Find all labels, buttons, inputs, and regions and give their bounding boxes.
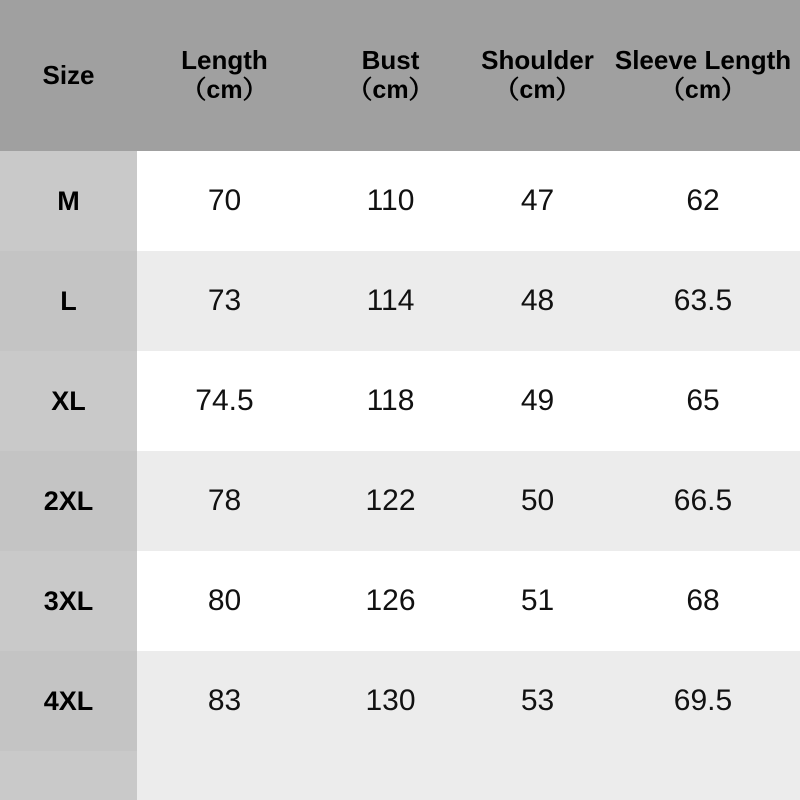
- column-header-bust-unit: （cm）: [347, 76, 434, 105]
- cell-bust: 130: [312, 651, 469, 751]
- column-header-length-label: Length: [181, 45, 268, 76]
- column-header-bust-label: Bust: [361, 45, 420, 76]
- cell-sleeve: 62: [606, 151, 800, 251]
- table-row: [0, 651, 800, 751]
- cell-sleeve: 68: [606, 551, 800, 651]
- table-bottom-size-column: [0, 751, 137, 800]
- column-header-shoulder: [469, 0, 606, 151]
- cell-length: 73: [137, 251, 312, 351]
- cell-bust: 118: [312, 351, 469, 451]
- table-bottom-data-columns: [137, 751, 800, 800]
- cell-bust: 110: [312, 151, 469, 251]
- table-bottom-strip: [0, 751, 800, 800]
- table-body: [0, 151, 800, 751]
- cell-size: 4XL: [0, 651, 137, 751]
- column-header-length-unit: （cm）: [181, 76, 268, 105]
- cell-size: L: [0, 251, 137, 351]
- table-row: [0, 351, 800, 451]
- cell-bust: 122: [312, 451, 469, 551]
- table-row: [0, 151, 800, 251]
- cell-shoulder: 47: [469, 151, 606, 251]
- cell-size: M: [0, 151, 137, 251]
- cell-shoulder: 51: [469, 551, 606, 651]
- cell-sleeve: 66.5: [606, 451, 800, 551]
- column-header-sleeve-length-label: Sleeve Length: [614, 45, 792, 76]
- header-row: [0, 0, 800, 151]
- cell-size: 3XL: [0, 551, 137, 651]
- column-header-size: [0, 0, 137, 151]
- table-row: [0, 251, 800, 351]
- cell-shoulder: 53: [469, 651, 606, 751]
- cell-length: 78: [137, 451, 312, 551]
- column-header-sleeve-length: [606, 0, 800, 151]
- cell-bust: 126: [312, 551, 469, 651]
- cell-shoulder: 48: [469, 251, 606, 351]
- cell-sleeve: 65: [606, 351, 800, 451]
- cell-length: 83: [137, 651, 312, 751]
- cell-sleeve: 63.5: [606, 251, 800, 351]
- table-row: [0, 451, 800, 551]
- cell-size: XL: [0, 351, 137, 451]
- cell-length: 70: [137, 151, 312, 251]
- table-row: [0, 551, 800, 651]
- column-header-size-label: Size: [42, 60, 95, 91]
- cell-length: 80: [137, 551, 312, 651]
- cell-shoulder: 50: [469, 451, 606, 551]
- cell-bust: 114: [312, 251, 469, 351]
- column-header-bust: [312, 0, 469, 151]
- column-header-shoulder-unit: （cm）: [494, 76, 581, 105]
- column-header-length: [137, 0, 312, 151]
- cell-size: 2XL: [0, 451, 137, 551]
- cell-length: 74.5: [137, 351, 312, 451]
- table-header: [0, 0, 800, 151]
- column-header-sleeve-length-unit: （cm）: [659, 76, 747, 105]
- column-header-shoulder-label: Shoulder: [481, 45, 594, 76]
- cell-shoulder: 49: [469, 351, 606, 451]
- cell-sleeve: 69.5: [606, 651, 800, 751]
